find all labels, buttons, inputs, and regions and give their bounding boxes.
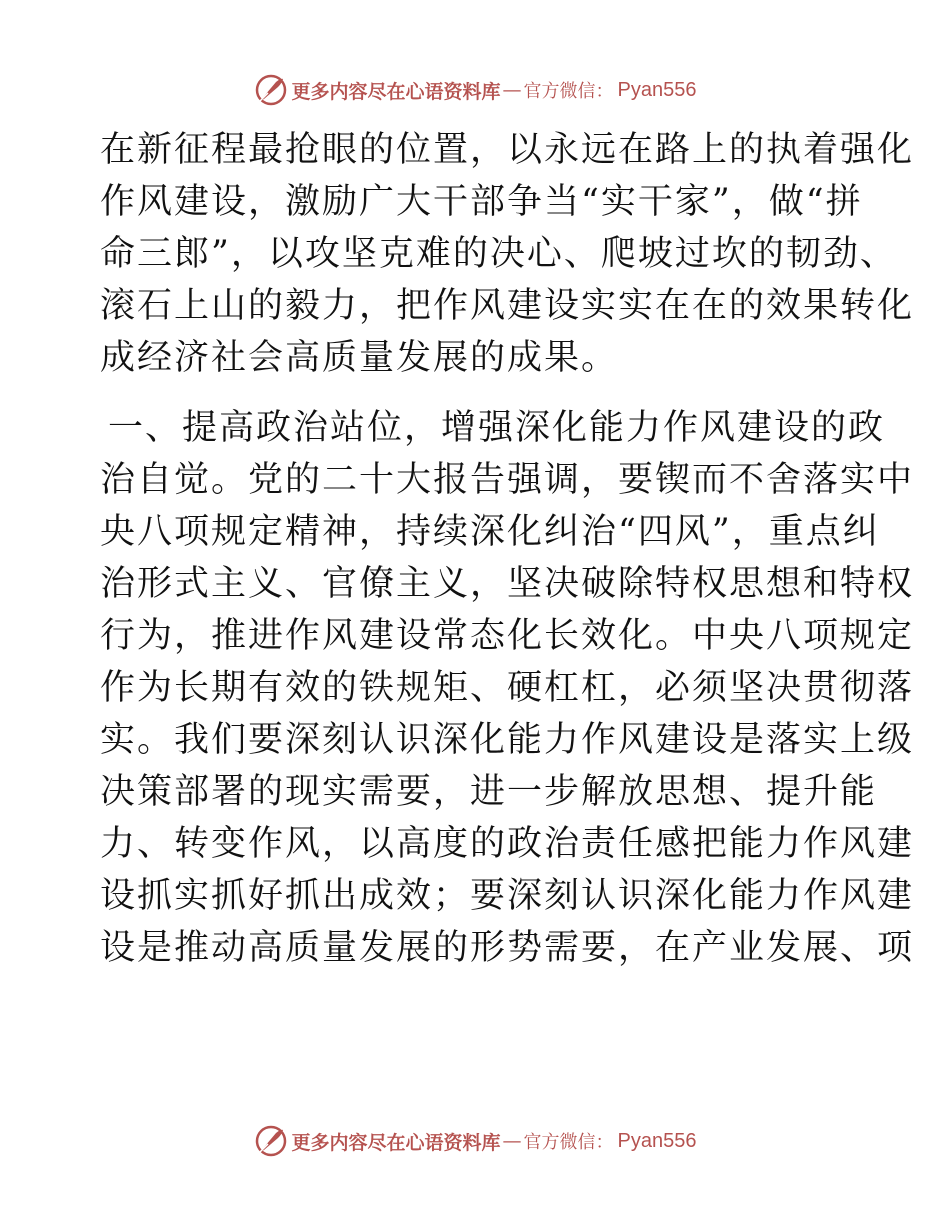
text-line: 在新征程最抢眼的位置，以永远在路上的执着强化: [100, 130, 915, 170]
banner-wechat-id: Pyan556: [617, 1129, 697, 1152]
paragraph-gap: [100, 384, 860, 402]
banner-slogan: 更多内容尽在心语资料库: [291, 1131, 501, 1154]
text-line: 决策部署的现实需要，进一步解放思想、提升能: [100, 772, 878, 812]
banner-dash: —: [502, 1130, 522, 1152]
quill-logo-icon: [254, 1124, 288, 1158]
text-line: 力、转变作风，以高度的政治责任感把能力作风建: [100, 824, 915, 864]
text-line: 实。我们要深刻认识深化能力作风建设是落实上级: [100, 720, 915, 760]
text-line: 作为长期有效的铁规矩、硬杠杠，必须坚决贯彻落: [100, 668, 915, 708]
section-heading-line: 一、提高政治站位，增强深化能力作风建设的政: [108, 408, 886, 448]
text-line: 作风建设，激励广大干部争当“实干家”，做“拼: [100, 182, 863, 222]
text-line: 设抓实抓好抓出成效；要深刻认识深化能力作风建: [100, 876, 915, 916]
paragraph-2: [100, 402, 915, 974]
text-line: 行为，推进作风建设常态化长效化。中央八项规定: [100, 616, 915, 656]
banner-dash: —: [502, 79, 522, 101]
quill-logo-icon: [254, 73, 288, 107]
paragraph-1: [100, 124, 915, 384]
banner-slogan: 更多内容尽在心语资料库: [291, 80, 501, 103]
banner-wechat-id: Pyan556: [617, 78, 697, 101]
document-body: [100, 124, 915, 974]
text-line: 治自觉。党的二十大报告强调，要锲而不舍落实中: [100, 460, 915, 500]
text-line: 成经济社会高质量发展的成果。: [100, 338, 619, 378]
header-banner: [0, 70, 950, 110]
banner-wechat-label: 官方微信：: [523, 1132, 614, 1153]
text-line: 滚石上山的毅力，把作风建设实实在在的效果转化: [100, 286, 915, 326]
text-line: 设是推动高质量发展的形势需要，在产业发展、项: [100, 928, 915, 968]
text-line: 央八项规定精神，持续深化纠治“四风”，重点纠: [100, 512, 880, 552]
footer-banner: [0, 1121, 950, 1161]
text-line: 命三郎”，以攻坚克难的决心、爬坡过坎的韧劲、: [100, 234, 897, 274]
banner-wechat-label: 官方微信：: [523, 81, 614, 102]
text-line: 治形式主义、官僚主义，坚决破除特权思想和特权: [100, 564, 915, 604]
